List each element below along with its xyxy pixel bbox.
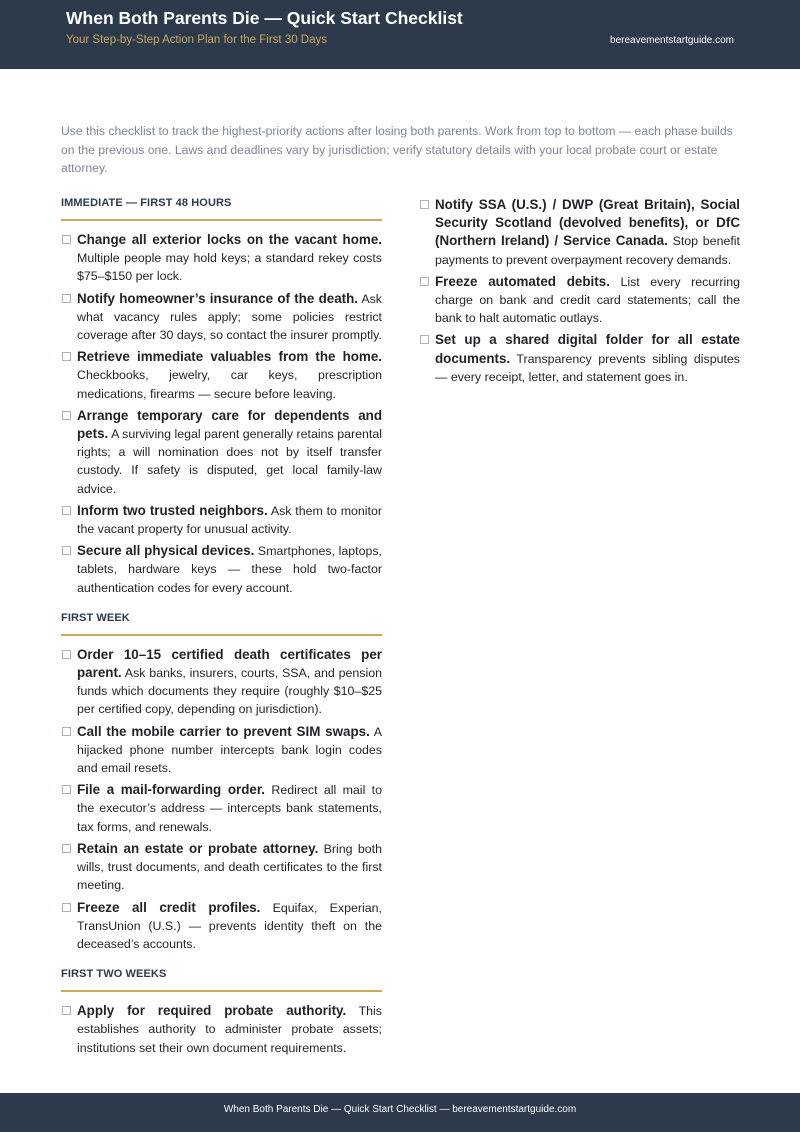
intro-paragraph: Use this checklist to track the highest-priority actions after losing both parents. Work from top to bottom — each phase builds on the previous one. Laws and deadlines vary by jurisdiction; verify statutory details with your local probate court or estate attorney. bbox=[61, 124, 733, 175]
section-first-two-weeks bbox=[61, 968, 382, 1057]
checklist-item bbox=[419, 273, 740, 328]
checklist-item bbox=[61, 290, 382, 345]
checkbox-icon[interactable] bbox=[62, 650, 71, 659]
document-title: When Both Parents Die — Quick Start Checklist bbox=[66, 8, 463, 28]
header-site-link[interactable]: bereavementstartguide.com bbox=[610, 35, 734, 46]
item-text: Multiple people may hold keys; a standard rekey costs $75–$150 per lock. bbox=[77, 251, 382, 284]
checklist-item bbox=[61, 231, 382, 286]
checklist-item bbox=[419, 331, 740, 386]
item-text: Ask banks, insurers, courts, SSA, and pension funds which documents they require (roughly $10–$25 per certified copy, depending on jurisdiction). bbox=[77, 666, 382, 717]
section-heading: IMMEDIATE — FIRST 48 HOURS bbox=[61, 197, 382, 221]
item-lead: Notify SSA (U.S.) / DWP (Great Britain), Social Security Scotland (devolved benefits), or DfC (Northern Ireland) / Service Canada. bbox=[435, 197, 740, 249]
section-immediate bbox=[61, 197, 382, 597]
item-text: A hijacked phone number intercepts bank login codes and email resets. bbox=[77, 724, 382, 776]
checklist-item bbox=[61, 899, 382, 954]
checkbox-icon[interactable] bbox=[420, 335, 429, 344]
item-text: Redirect all mail to the executor’s address — intercepts bank statements, tax forms, and renewals. bbox=[77, 783, 382, 834]
item-lead: Notify homeowner’s insurance of the death. bbox=[77, 290, 359, 306]
left-column bbox=[61, 197, 382, 1061]
item-lead: Set up a shared digital folder for all estate documents. bbox=[435, 332, 740, 366]
item-lead: Retrieve immediate valuables from the home. bbox=[77, 349, 382, 365]
item-text: This establishes authority to administer probate assets; institutions set their own document requirements. bbox=[77, 1004, 382, 1055]
checkbox-icon[interactable] bbox=[62, 546, 71, 555]
page-footer: When Both Parents Die — Quick Start Checklist — bereavementstartguide.com bbox=[0, 1093, 800, 1132]
checkbox-icon[interactable] bbox=[62, 352, 71, 361]
right-column bbox=[419, 196, 740, 390]
item-text: Ask them to monitor the vacant property for unusual activity. bbox=[77, 503, 383, 537]
item-text: Smartphones, laptops, tablets, hardware keys — these hold two-factor authentication codes for every account. bbox=[77, 544, 382, 595]
item-lead: Inform two trusted neighbors. bbox=[77, 502, 268, 518]
checkbox-icon[interactable] bbox=[62, 903, 71, 912]
item-lead: Change all exterior locks on the vacant home. bbox=[77, 232, 382, 247]
item-text: A surviving legal parent generally retains parental rights; a will nomination does not by itself transfer custody. If safety is disputed, get local family-law advice. bbox=[77, 427, 382, 496]
item-lead: Call the mobile carrier to prevent SIM swaps. bbox=[77, 723, 370, 739]
section-first-week bbox=[61, 612, 382, 953]
checkbox-icon[interactable] bbox=[420, 200, 429, 209]
checkbox-icon[interactable] bbox=[62, 1006, 71, 1015]
document-subtitle: Your Step-by-Step Action Plan for the First 30 Days bbox=[66, 34, 328, 46]
item-text: List every recurring charge on bank and credit card statements; call the bank to halt automatic outlays. bbox=[435, 274, 740, 326]
item-text: Ask what vacancy rules apply; some policies restrict coverage after 30 days, so contact the insurer promptly. bbox=[77, 291, 382, 343]
checklist-item bbox=[61, 407, 382, 498]
item-text: Equifax, Experian, TransUnion (U.S.) — prevents identity theft on the deceased’s accounts. bbox=[77, 900, 382, 951]
item-lead: Retain an estate or probate attorney. bbox=[77, 840, 319, 856]
checklist-item bbox=[61, 840, 382, 895]
item-lead: Freeze all credit profiles. bbox=[77, 899, 261, 915]
checklist-item bbox=[61, 348, 382, 403]
checklist-item bbox=[61, 1002, 382, 1057]
page-header bbox=[0, 0, 800, 69]
item-lead: Order 10–15 certified death certificates per parent. bbox=[77, 646, 382, 681]
item-lead: Secure all physical devices. bbox=[77, 543, 255, 559]
checklist-item bbox=[61, 781, 382, 836]
checkbox-icon[interactable] bbox=[62, 785, 71, 794]
item-text: Bring both wills, trust documents, and death certificates to the first meeting. bbox=[77, 841, 382, 893]
item-text: Stop benefit payments to prevent overpayment recovery demands. bbox=[435, 234, 740, 267]
checklist-item bbox=[61, 723, 382, 778]
checklist-item bbox=[419, 196, 740, 269]
checkbox-icon[interactable] bbox=[62, 235, 71, 244]
item-lead: Freeze automated debits. bbox=[435, 273, 610, 289]
item-lead: Arrange temporary care for dependents and pets. bbox=[77, 407, 382, 442]
section-heading: FIRST TWO WEEKS bbox=[61, 968, 382, 992]
checklist-item bbox=[61, 542, 382, 597]
item-text: Checkbooks, jewelry, car keys, prescription medications, firearms — secure before leaving. bbox=[77, 368, 382, 401]
item-text: Transparency prevents sibling disputes — every receipt, letter, and statement goes in. bbox=[435, 351, 740, 384]
checklist-item bbox=[61, 646, 382, 719]
checkbox-icon[interactable] bbox=[62, 294, 71, 303]
checkbox-icon[interactable] bbox=[62, 506, 71, 515]
item-lead: Apply for required probate authority. bbox=[77, 1003, 347, 1019]
section-heading: FIRST WEEK bbox=[61, 612, 382, 636]
checklist-item bbox=[61, 502, 382, 538]
checkbox-icon[interactable] bbox=[62, 727, 71, 736]
item-lead: File a mail-forwarding order. bbox=[77, 782, 266, 798]
checkbox-icon[interactable] bbox=[62, 411, 71, 420]
checkbox-icon[interactable] bbox=[420, 277, 429, 286]
checkbox-icon[interactable] bbox=[62, 844, 71, 853]
